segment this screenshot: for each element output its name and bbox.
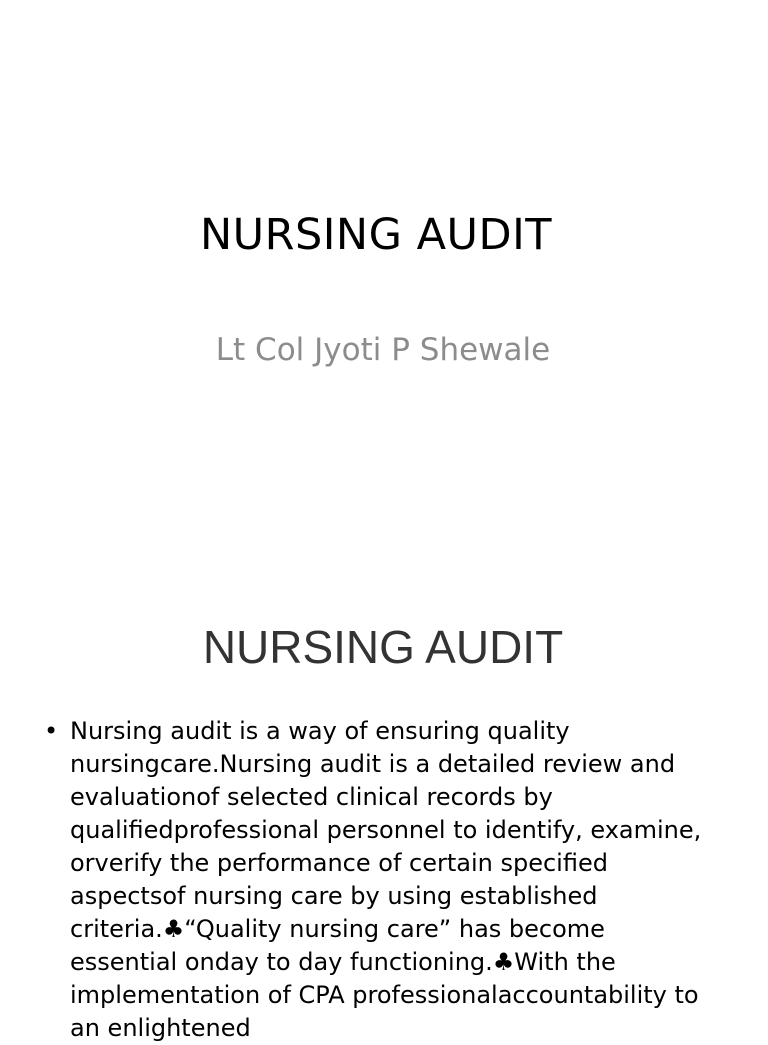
- slide-subtitle: Lt Col Jyoti P Shewale: [215, 332, 551, 368]
- bullet-item: [44, 715, 714, 1045]
- bullet-marker-icon: •: [44, 717, 59, 745]
- bullet-list: [44, 715, 714, 1045]
- slide-title: NURSING AUDIT: [202, 621, 564, 673]
- bullet-text: Nursing audit is a way of ensuring quality nursingcare.Nursing audit is a detailed review and evaluationof selected clinical records by qualifiedprofessional personnel to identify, examine, orverify the performance of certain specified aspectsof nursing care by using established criteria.♣“Quality nursing care” has become essential onday to day functioning.♣With the implementation of CPA professionalaccountability to an enlightened: [70, 717, 702, 1042]
- content-slide: [0, 576, 768, 1042]
- slide-title: NURSING AUDIT: [199, 210, 553, 260]
